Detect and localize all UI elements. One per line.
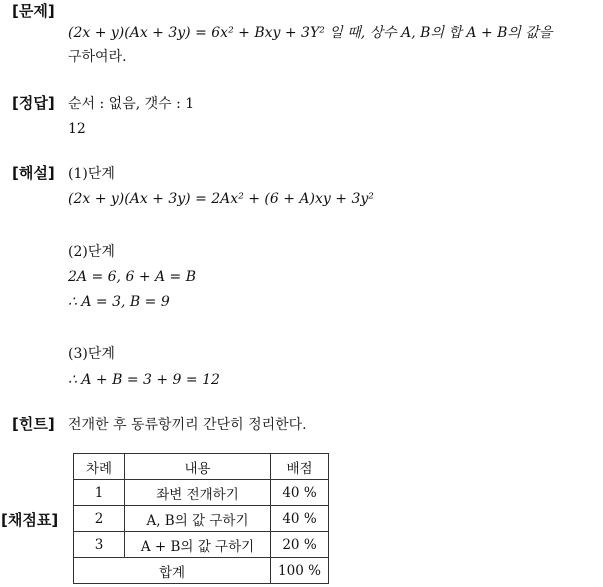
problem-line-1: (2x + y)(Ax + 3y) = 6x² + Bxy + 3Y² 일 때, 상수 A, B의 합 A + B의 값을 [68, 25, 553, 41]
answer-value: 12 [68, 121, 86, 137]
solution-step3-title: (3)단계 [68, 346, 115, 362]
scoring-table [73, 453, 329, 584]
solution-step1-title: (1)단계 [68, 166, 115, 182]
header-order: 차례 [74, 454, 125, 480]
row-points: 40 % [271, 480, 329, 506]
total-label: 합계 [74, 558, 271, 584]
row-content: A, B의 값 구하기 [125, 506, 271, 532]
solution-step3-equation: ∴ A + B = 3 + 9 = 12 [68, 372, 220, 388]
hint-text: 전개한 후 동류항끼리 간단히 정리한다. [68, 417, 307, 433]
total-points: 100 % [271, 558, 329, 584]
solution-step2-title: (2)단계 [68, 244, 115, 260]
solution-label: [해설] [12, 164, 55, 182]
table-total-row [74, 558, 329, 584]
hint-label: [힌트] [12, 415, 55, 433]
row-points: 40 % [271, 506, 329, 532]
solution-step2-equation-2: ∴ A = 3, B = 9 [68, 294, 170, 310]
table-row [74, 480, 329, 506]
answer-meta: 순서 : 없음, 갯수 : 1 [68, 96, 195, 112]
header-points: 배점 [271, 454, 329, 480]
row-points: 20 % [271, 532, 329, 558]
header-content: 내용 [125, 454, 271, 480]
row-order: 3 [74, 532, 125, 558]
row-content: A + B의 값 구하기 [125, 532, 271, 558]
problem-label: [문제] [12, 2, 55, 20]
solution-step1-equation: (2x + y)(Ax + 3y) = 2Ax² + (6 + A)xy + 3y² [68, 191, 374, 207]
table-header-row [74, 454, 329, 480]
answer-label: [정답] [12, 94, 55, 112]
row-content: 좌변 전개하기 [125, 480, 271, 506]
table-row [74, 506, 329, 532]
row-order: 1 [74, 480, 125, 506]
row-order: 2 [74, 506, 125, 532]
solution-step2-equation-1: 2A = 6, 6 + A = B [68, 269, 197, 285]
table-row [74, 532, 329, 558]
problem-line-2: 구하여라. [68, 49, 127, 65]
scoring-label: [채점표] [1, 511, 59, 529]
